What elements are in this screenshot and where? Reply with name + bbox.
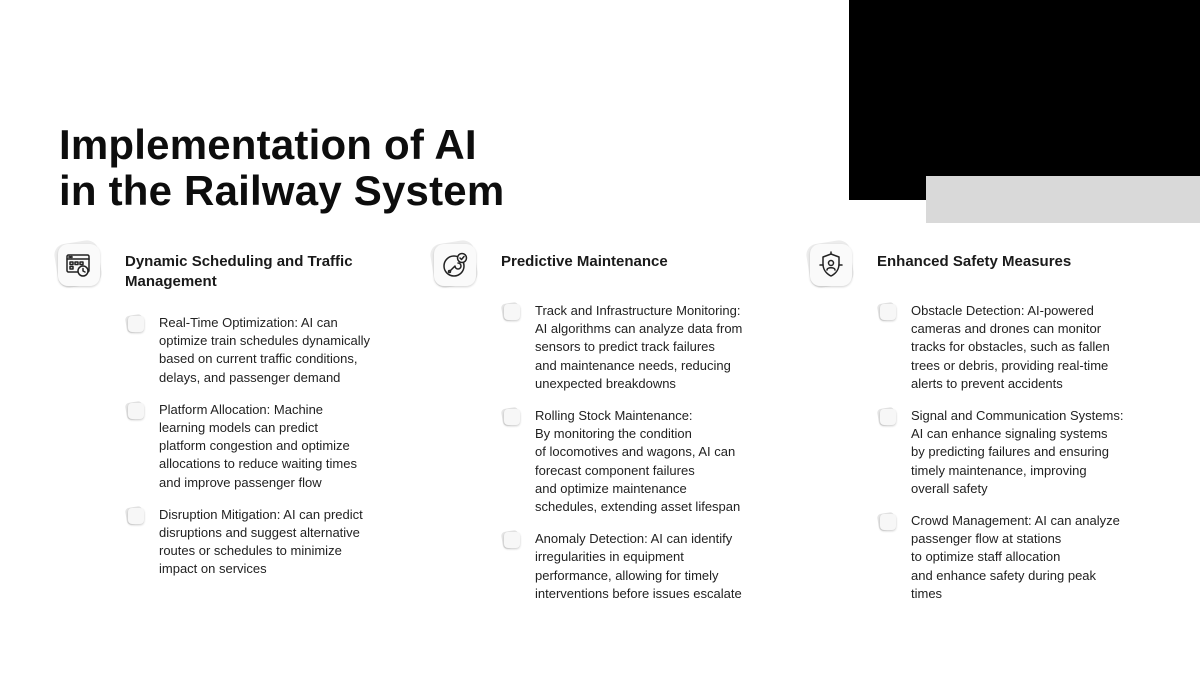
item-text: Disruption Mitigation: AI can predict disruptions and suggest alternative routes or schedules to minimize impact on services xyxy=(159,506,363,577)
column-heading: Enhanced Safety Measures xyxy=(877,253,1072,270)
item-text: Platform Allocation: Machine learning models can predict platform congestion and optimize allocations to reduce waiting times and improve passenger flow xyxy=(159,401,357,490)
item-text: Track and Infrastructure Monitoring: AI algorithms can analyze data from sensors to predict track failures and maintenance needs, reducing unexpected breakdowns xyxy=(535,303,743,391)
item-text: Obstacle Detection: AI-powered cameras and drones can monitor tracks for obstacles, such as fallen trees or debris, providing real-time alerts to prevent accidents xyxy=(911,303,1110,391)
item-text: Rolling Stock Maintenance: By monitoring the condition of locomotives and wagons, AI can forecast component failures and optimize maintenance schedules, extending asset lifespan xyxy=(535,408,741,515)
safety-shield-icon xyxy=(805,240,857,290)
item-text: Signal and Communication Systems: AI can enhance signaling systems by predicting failures and ensuring timely maintenance, improving overall safety xyxy=(911,408,1124,496)
list-item xyxy=(877,407,1145,498)
slide-title: Implementation of AI in the Railway System xyxy=(59,121,505,214)
item-text: Real-Time Optimization: AI can optimize train schedules dynamically based on current traffic conditions, delays, and passenger demand xyxy=(159,315,370,385)
item-text: Anomaly Detection: AI can identify irregularities in equipment performance, allowing for timely interventions before issues escalate xyxy=(535,531,742,601)
item-list xyxy=(125,314,393,593)
item-list xyxy=(501,302,769,617)
list-item xyxy=(501,530,769,603)
list-item xyxy=(125,506,393,579)
column-heading: Dynamic Scheduling and Traffic Management xyxy=(125,253,353,290)
bullet-square-icon xyxy=(501,407,521,427)
list-item xyxy=(877,302,1145,393)
bullet-square-icon xyxy=(501,530,521,550)
bullet-square-icon xyxy=(877,512,897,532)
bullet-square-icon xyxy=(877,407,897,427)
list-item xyxy=(877,512,1145,603)
decorative-gray-bar xyxy=(926,176,1200,223)
list-item xyxy=(125,401,393,492)
wrench-gear-icon xyxy=(429,240,481,290)
list-item xyxy=(501,302,769,393)
bullet-square-icon xyxy=(125,314,145,334)
schedule-clock-icon xyxy=(53,240,105,290)
item-text: Crowd Management: AI can analyze passenger flow at stations to optimize staff allocation and enhance safety during peak times xyxy=(911,513,1120,601)
column-heading: Predictive Maintenance xyxy=(501,253,668,270)
bullet-square-icon xyxy=(125,506,145,526)
bullet-square-icon xyxy=(877,302,897,322)
item-list xyxy=(877,302,1145,617)
bullet-square-icon xyxy=(125,401,145,421)
decorative-black-block xyxy=(849,0,1200,200)
bullet-square-icon xyxy=(501,302,521,322)
list-item xyxy=(501,407,769,516)
list-item xyxy=(125,314,393,387)
